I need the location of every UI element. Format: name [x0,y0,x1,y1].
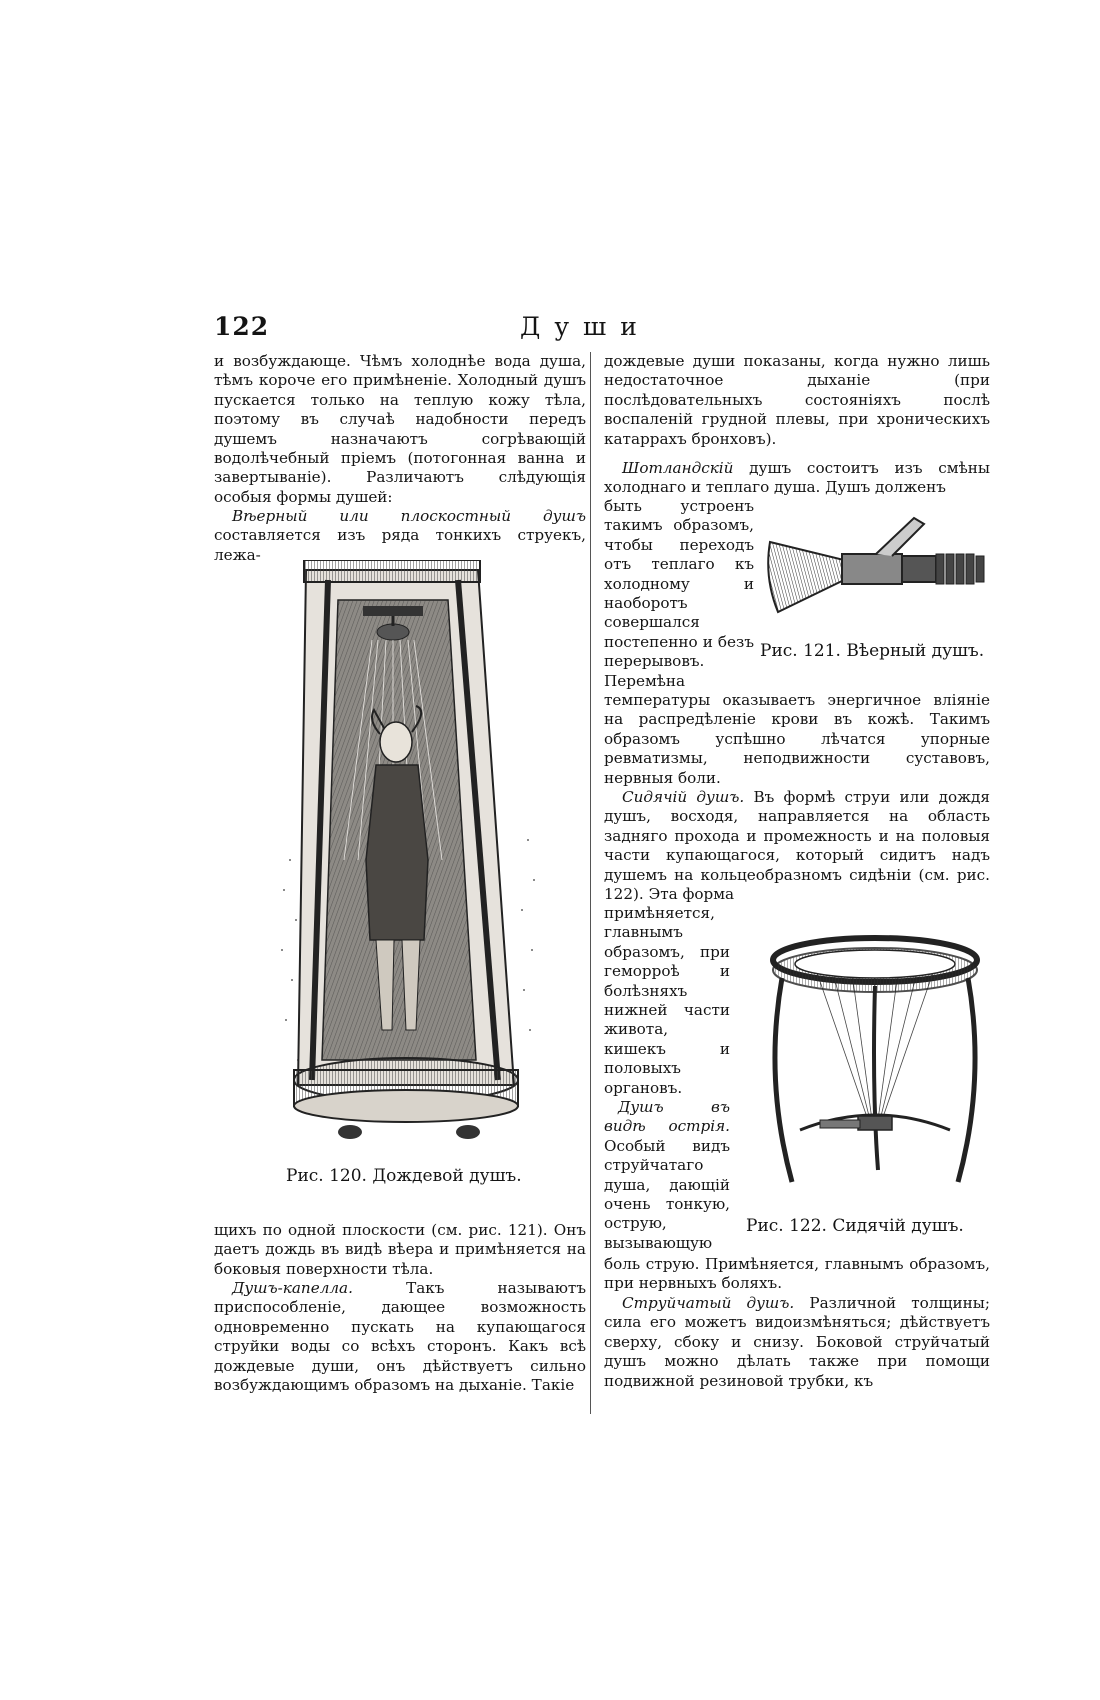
chapel-shower-term: Душъ-капелла. [232,1279,353,1297]
jet-shower-term: Струйчатый душъ. [622,1294,795,1312]
right-paragraph-2-narrow: быть устроенъ такимъ образомъ, чтобы переходъ отъ теплаго къ холодному и наоборотъ совершался постепенно и безъ перерывовъ. Перемѣна [604,497,754,690]
left-paragraph-4 [214,1279,586,1395]
point-shower-text: Особый видъ струйчатаго душа, дающій очень тонкую, острую, вызывающую [604,1136,730,1252]
left-paragraph-2 [214,507,586,565]
column-divider [590,352,591,1414]
figure-121-fan-shower [764,512,988,630]
figure-122-caption: Рис. 122. Сидячій душъ. [746,1216,964,1236]
page-number: 122 [214,312,270,341]
scottish-shower-text: душъ состоитъ изъ смѣны холоднаго и теплаго душа. Душъ долженъ [604,459,990,497]
fan-shower-text: составляется изъ ряда тонкихъ струекъ, лежа- [214,526,586,564]
right-paragraph-3: температуры оказываетъ энергичное вліяніе на распредѣленіе крови въ кожѣ. Такимъ образомъ успѣшно лѣчатся упорные ревматизмы, неподвижности суставовъ, нервныя боли. [604,691,990,787]
figure-121-caption: Рис. 121. Вѣерный душъ. [760,641,985,661]
fan-shower-term: Вѣерный или плоскостный душъ [232,507,586,525]
right-paragraph-7 [604,1294,990,1391]
left-paragraph-1: и возбуждающе. Чѣмъ холоднѣе вода душа, тѣмъ короче его примѣненіе. Холодный душъ пускается только на теплую кожу тѣла, поэтому въ случаѣ надобности передъ душемъ назначаютъ согрѣвающій водолѣчебный пріемъ (потогонная ванна и завертываніе). Различаютъ слѣдующія особыя формы душей: [214,352,586,506]
right-paragraph-6: боль струю. Примѣняется, главнымъ образомъ, при нервныхъ боляхъ. [604,1255,990,1293]
left-paragraph-3: щихъ по одной плоскости (см. рис. 121). Онъ даетъ дождь въ видѣ вѣера и примѣняется на боковыя поверхности тѣла. [214,1221,586,1278]
figure-122-sitting-shower [760,920,990,1190]
figure-120-caption: Рис. 120. Дождевой душъ. [286,1166,522,1186]
point-shower-term: Душъ въ видѣ острія. [604,1098,730,1136]
jet-shower-text: Различной толщины; сила его можетъ видоизмѣняться; дѣйствуетъ сверху, сбоку и снизу. Боковой струйчатый душъ можно дѣлать также при помощи подвижной резиновой трубки, къ [604,1294,990,1390]
chapel-shower-text: Такъ называютъ приспособленіе, дающее возможность одновременно пускать на купающагося струйки воды со всѣхъ сторонъ. Какъ всѣ дождевые души, онъ дѣйствуетъ сильно возбуждающимъ образомъ на дыханіе. Такіе [214,1279,586,1395]
right-paragraph-4-narrow: примѣняется, главнымъ образомъ, при геморроѣ и болѣзняхъ нижней части живота, кишекъ и половыхъ органовъ. [604,904,730,1097]
right-paragraph-2 [604,459,990,498]
right-paragraph-5 [604,1098,730,1253]
running-title: Души [520,312,651,341]
scottish-shower-term: Шотландскій [622,459,734,477]
sitting-shower-term: Сидячій душъ. [622,788,745,806]
right-paragraph-4 [604,788,990,904]
figure-120-rain-shower [278,560,540,1150]
sitting-shower-text: Въ формѣ струи или дождя душъ, восходя, направляется на область задняго прохода и промежность и на половыя части купающагося, который сидитъ надъ душемъ на кольцеобразномъ сидѣніи (см. рис. 122). Эта форма [604,788,990,904]
right-paragraph-1: дождевые души показаны, когда нужно лишь недостаточное дыханіе (при послѣдовательныхъ состояніяхъ послѣ воспаленій грудной плевы, при хроническихъ катаррахъ бронховъ). [604,352,990,448]
